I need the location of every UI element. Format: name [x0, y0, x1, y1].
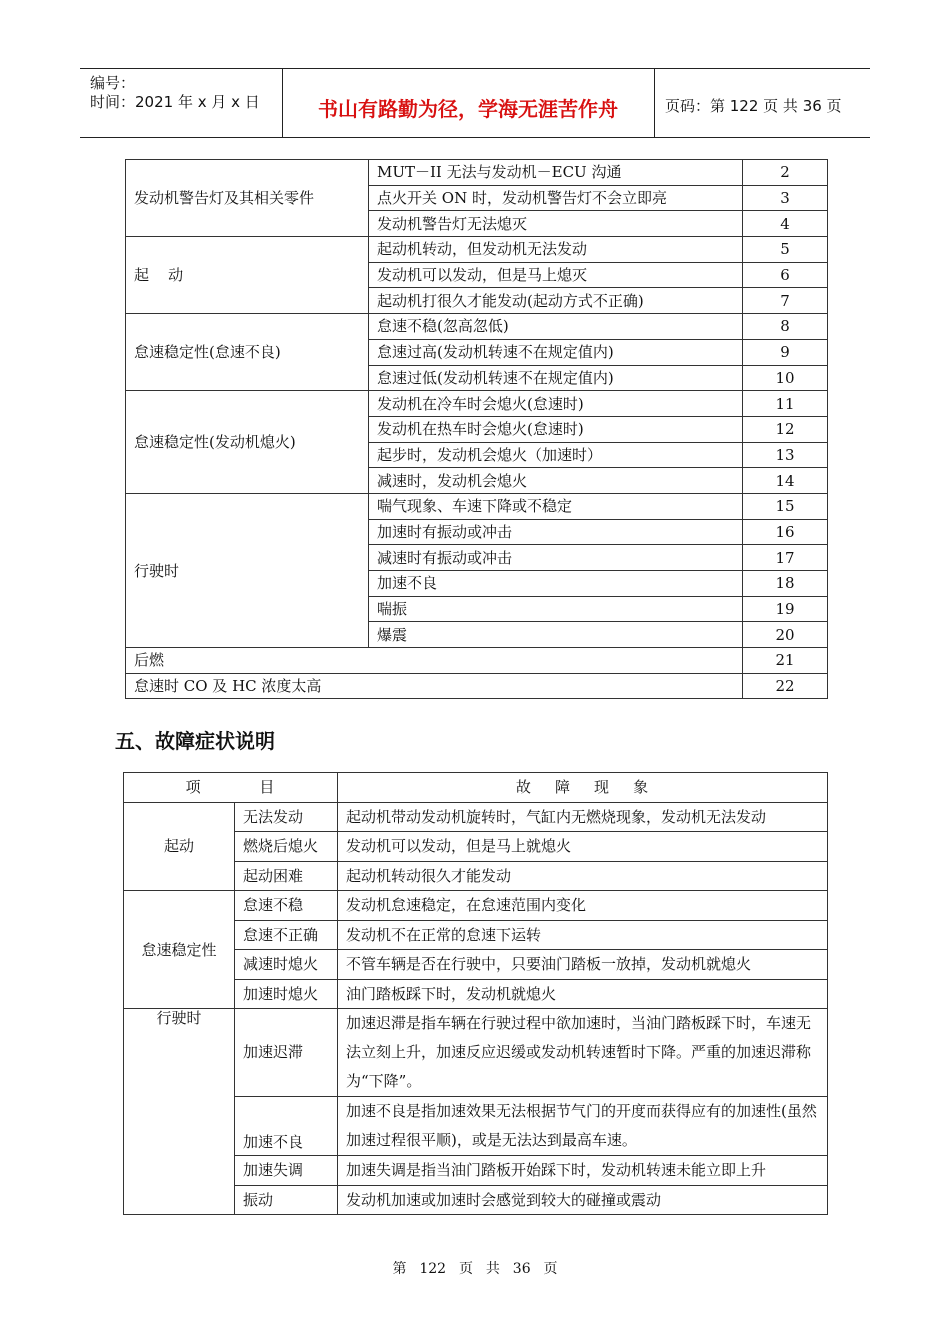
description-cell: 发动机加速或加速时会感觉到较大的碰撞或震动	[338, 1185, 828, 1215]
symptom-number: 17	[743, 545, 828, 571]
symptom-description-table	[123, 772, 828, 1215]
header-motto: 书山有路勤为径，学海无涯苦作舟	[318, 97, 618, 121]
symptom-cell: 点火开关 ON 时，发动机警告灯不会立即亮	[369, 185, 743, 211]
header-info-cell	[80, 69, 283, 137]
description-cell: 不管车辆是否在行驶中，只要油门踏板一放掉，发动机就熄火	[338, 950, 828, 980]
group-idle: 怠速稳定性	[124, 891, 235, 1009]
symptom-number: 18	[743, 571, 828, 597]
item-cell: 燃烧后熄火	[235, 832, 338, 862]
category-cell: 怠速稳定性(发动机熄火)	[126, 391, 369, 494]
symptom-cell: 加速时有振动或冲击	[369, 519, 743, 545]
item-cell: 加速失调	[235, 1156, 338, 1186]
symptom-number: 5	[743, 237, 828, 263]
description-cell: 发动机怠速稳定，在怠速范围内变化	[338, 891, 828, 921]
description-cell: 起动机转动很久才能发动	[338, 861, 828, 891]
item-cell: 减速时熄火	[235, 950, 338, 980]
symptom-number: 22	[743, 673, 828, 699]
symptom-cell: 后燃	[126, 648, 743, 674]
header-phenomenon: 故 障 现 象	[338, 773, 828, 803]
category-cell: 怠速稳定性(怠速不良)	[126, 314, 369, 391]
category-cell: 行驶时	[126, 493, 369, 647]
page-header	[80, 68, 870, 138]
symptom-number: 12	[743, 416, 828, 442]
symptom-number: 16	[743, 519, 828, 545]
symptom-cell: 怠速过低(发动机转速不在规定值内)	[369, 365, 743, 391]
symptom-cell: 发动机可以发动，但是马上熄灭	[369, 262, 743, 288]
symptom-cell: MUT－II 无法与发动机－ECU 沟通	[369, 160, 743, 186]
item-cell: 加速迟滞	[235, 1009, 338, 1097]
symptom-cell: 发动机警告灯无法熄灭	[369, 211, 743, 237]
symptom-cell: 加速不良	[369, 571, 743, 597]
description-cell: 加速不良是指加速效果无法根据节气门的开度而获得应有的加速性(虽然加速过程很平顺)，或是无法达到最高车速。	[338, 1097, 828, 1156]
symptom-cell: 起动机转动，但发动机无法发动	[369, 237, 743, 263]
symptom-cell: 喘振	[369, 596, 743, 622]
symptom-cell: 起动机打很久才能发动(起动方式不正确)	[369, 288, 743, 314]
symptom-index-table	[125, 159, 828, 699]
category-cell: 发动机警告灯及其相关零件	[126, 160, 369, 237]
symptom-number: 8	[743, 314, 828, 340]
symptom-number: 6	[743, 262, 828, 288]
symptom-cell: 起步时，发动机会熄火（加速时）	[369, 442, 743, 468]
item-cell: 加速不良	[235, 1097, 338, 1156]
description-cell: 加速迟滞是指车辆在行驶过程中欲加速时，当油门踏板踩下时，车速无法立刻上升，加速反应迟缓或发动机转速暂时下降。严重的加速迟滞称为“下降”。	[338, 1009, 828, 1097]
item-cell: 振动	[235, 1185, 338, 1215]
item-cell: 起动困难	[235, 861, 338, 891]
document-number-label: 编号：	[90, 74, 136, 92]
group-start: 起动	[124, 802, 235, 891]
symptom-cell: 怠速过高(发动机转速不在规定值内)	[369, 339, 743, 365]
symptom-number: 20	[743, 622, 828, 648]
item-cell: 加速时熄火	[235, 979, 338, 1009]
symptom-number: 10	[743, 365, 828, 391]
page-footer: 第 122 页 共 36 页	[392, 1261, 558, 1277]
description-cell: 加速失调是指当油门踏板开始踩下时，发动机转速未能立即上升	[338, 1156, 828, 1186]
header-page-cell	[655, 69, 870, 137]
description-cell: 油门踏板踩下时，发动机就熄火	[338, 979, 828, 1009]
symptom-number: 13	[743, 442, 828, 468]
symptom-cell: 爆震	[369, 622, 743, 648]
symptom-cell: 怠速时 CO 及 HC 浓度太高	[126, 673, 743, 699]
symptom-cell: 喘气现象、车速下降或不稳定	[369, 493, 743, 519]
item-cell: 怠速不稳	[235, 891, 338, 921]
header-motto-cell	[282, 69, 655, 137]
item-cell: 无法发动	[235, 802, 338, 832]
symptom-number: 11	[743, 391, 828, 417]
symptom-number: 15	[743, 493, 828, 519]
symptom-cell: 发动机在热车时会熄火(怠速时)	[369, 416, 743, 442]
symptom-number: 2	[743, 160, 828, 186]
symptom-number: 3	[743, 185, 828, 211]
header-item: 项 目	[124, 773, 338, 803]
symptom-number: 19	[743, 596, 828, 622]
symptom-cell: 怠速不稳(忽高忽低)	[369, 314, 743, 340]
symptom-cell: 减速时，发动机会熄火	[369, 468, 743, 494]
description-cell: 发动机不在正常的怠速下运转	[338, 920, 828, 950]
symptom-number: 4	[743, 211, 828, 237]
description-cell: 发动机可以发动，但是马上就熄火	[338, 832, 828, 862]
section-title: 五、故障症状说明	[115, 729, 275, 753]
document-date-label: 时间：2021 年 x 月 x 日	[90, 93, 260, 111]
symptom-cell: 减速时有振动或冲击	[369, 545, 743, 571]
symptom-number: 7	[743, 288, 828, 314]
header-page-number: 页码：第 122 页 共 36 页	[665, 97, 842, 115]
category-cell: 起 动	[126, 237, 369, 314]
symptom-number: 9	[743, 339, 828, 365]
symptom-number: 21	[743, 648, 828, 674]
description-cell: 起动机带动发动机旋转时，气缸内无燃烧现象，发动机无法发动	[338, 802, 828, 832]
symptom-number: 14	[743, 468, 828, 494]
symptom-cell: 发动机在冷车时会熄火(怠速时)	[369, 391, 743, 417]
item-cell: 怠速不正确	[235, 920, 338, 950]
group-driving: 行驶时	[124, 1009, 235, 1215]
